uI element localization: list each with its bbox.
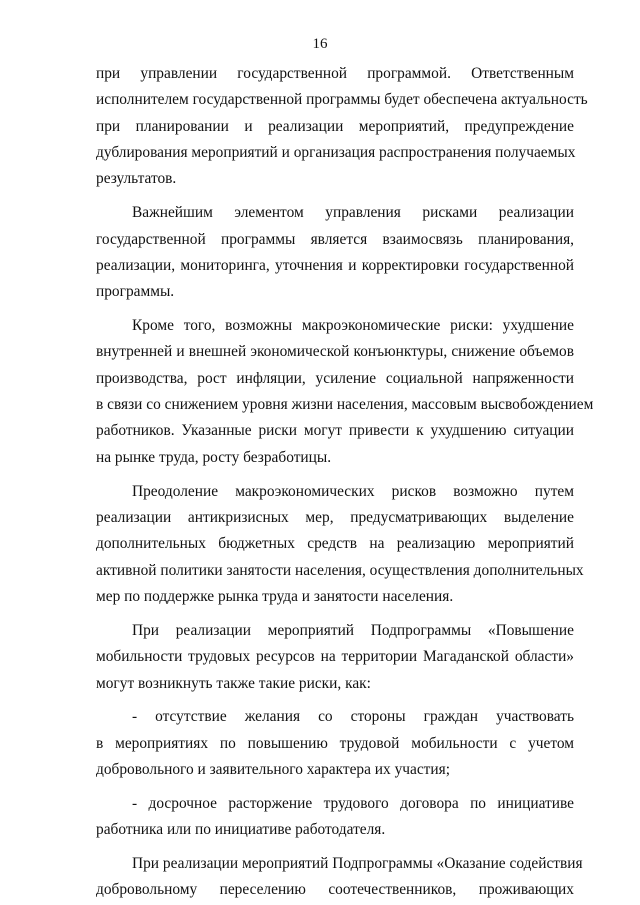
document-body [96, 61, 594, 904]
text-line: государственной программы является взаимосвязь планирования, [96, 230, 574, 248]
text-line: производства, рост инфляции, усиление социальной напряженности [96, 369, 574, 387]
list-item-line: - досрочное расторжение трудового договора по инициативе [132, 794, 574, 812]
text-line: в мероприятиях по повышению трудовой мобильности с учетом [96, 734, 574, 752]
text-line: дополнительных бюджетных средств на реализацию мероприятий [96, 535, 574, 553]
text-line: Кроме того, возможны макроэкономические риски: ухудшение [132, 317, 574, 335]
text-line: При реализации мероприятий Подпрограммы «Оказание содействия [132, 855, 583, 873]
text-line: реализации антикризисных мер, предусматривающих выделение [96, 509, 574, 526]
text-line: мер по поддержке рынка труда и занятости населения. [96, 588, 454, 606]
text-line: дублирования мероприятий и организация распространения получаемых [96, 144, 576, 162]
text-line: Важнейшим элементом управления рисками реализации [132, 204, 574, 222]
text-line: мобильности трудовых ресурсов на территории Магаданской области» [96, 648, 574, 666]
text-line: исполнителем государственной программы будет обеспечена актуальность [96, 91, 588, 109]
text-line: добровольному переселению соотечественников, проживающих [96, 881, 574, 899]
text-line: Преодоление макроэкономических рисков возможно путем [132, 482, 574, 500]
text-line: активной политики занятости населения, осуществления дополнительных [96, 561, 584, 579]
text-line: результатов. [96, 170, 177, 188]
list-item-line: - отсутствие желания со стороны граждан участвовать [132, 708, 574, 726]
text-line: работников. Указанные риски могут привести к ухудшению ситуации [96, 422, 574, 440]
page-number: 16 [312, 36, 328, 52]
text-line: в связи со снижением уровня жизни населения, массовым высвобождением [96, 396, 594, 414]
text-line: при планировании и реализации мероприятий, предупреждение [96, 117, 574, 135]
text-line: на рынке труда, росту безработицы. [96, 448, 332, 466]
text-line: работника или по инициативе работодателя. [96, 821, 386, 839]
text-line: программы. [96, 283, 175, 301]
text-line: могут возникнуть также такие риски, как: [96, 674, 371, 692]
text-line: при управлении государственной программой. Ответственным [96, 65, 574, 82]
text-line: реализации, мониторинга, уточнения и корректировки государственной [96, 256, 574, 274]
text-line: При реализации мероприятий Подпрограммы «Повышение [132, 621, 574, 639]
text-line: внутренней и внешней экономической конъюнктуры, снижение объемов [96, 343, 574, 361]
text-line: добровольного и заявительного характера их участия; [96, 761, 450, 779]
